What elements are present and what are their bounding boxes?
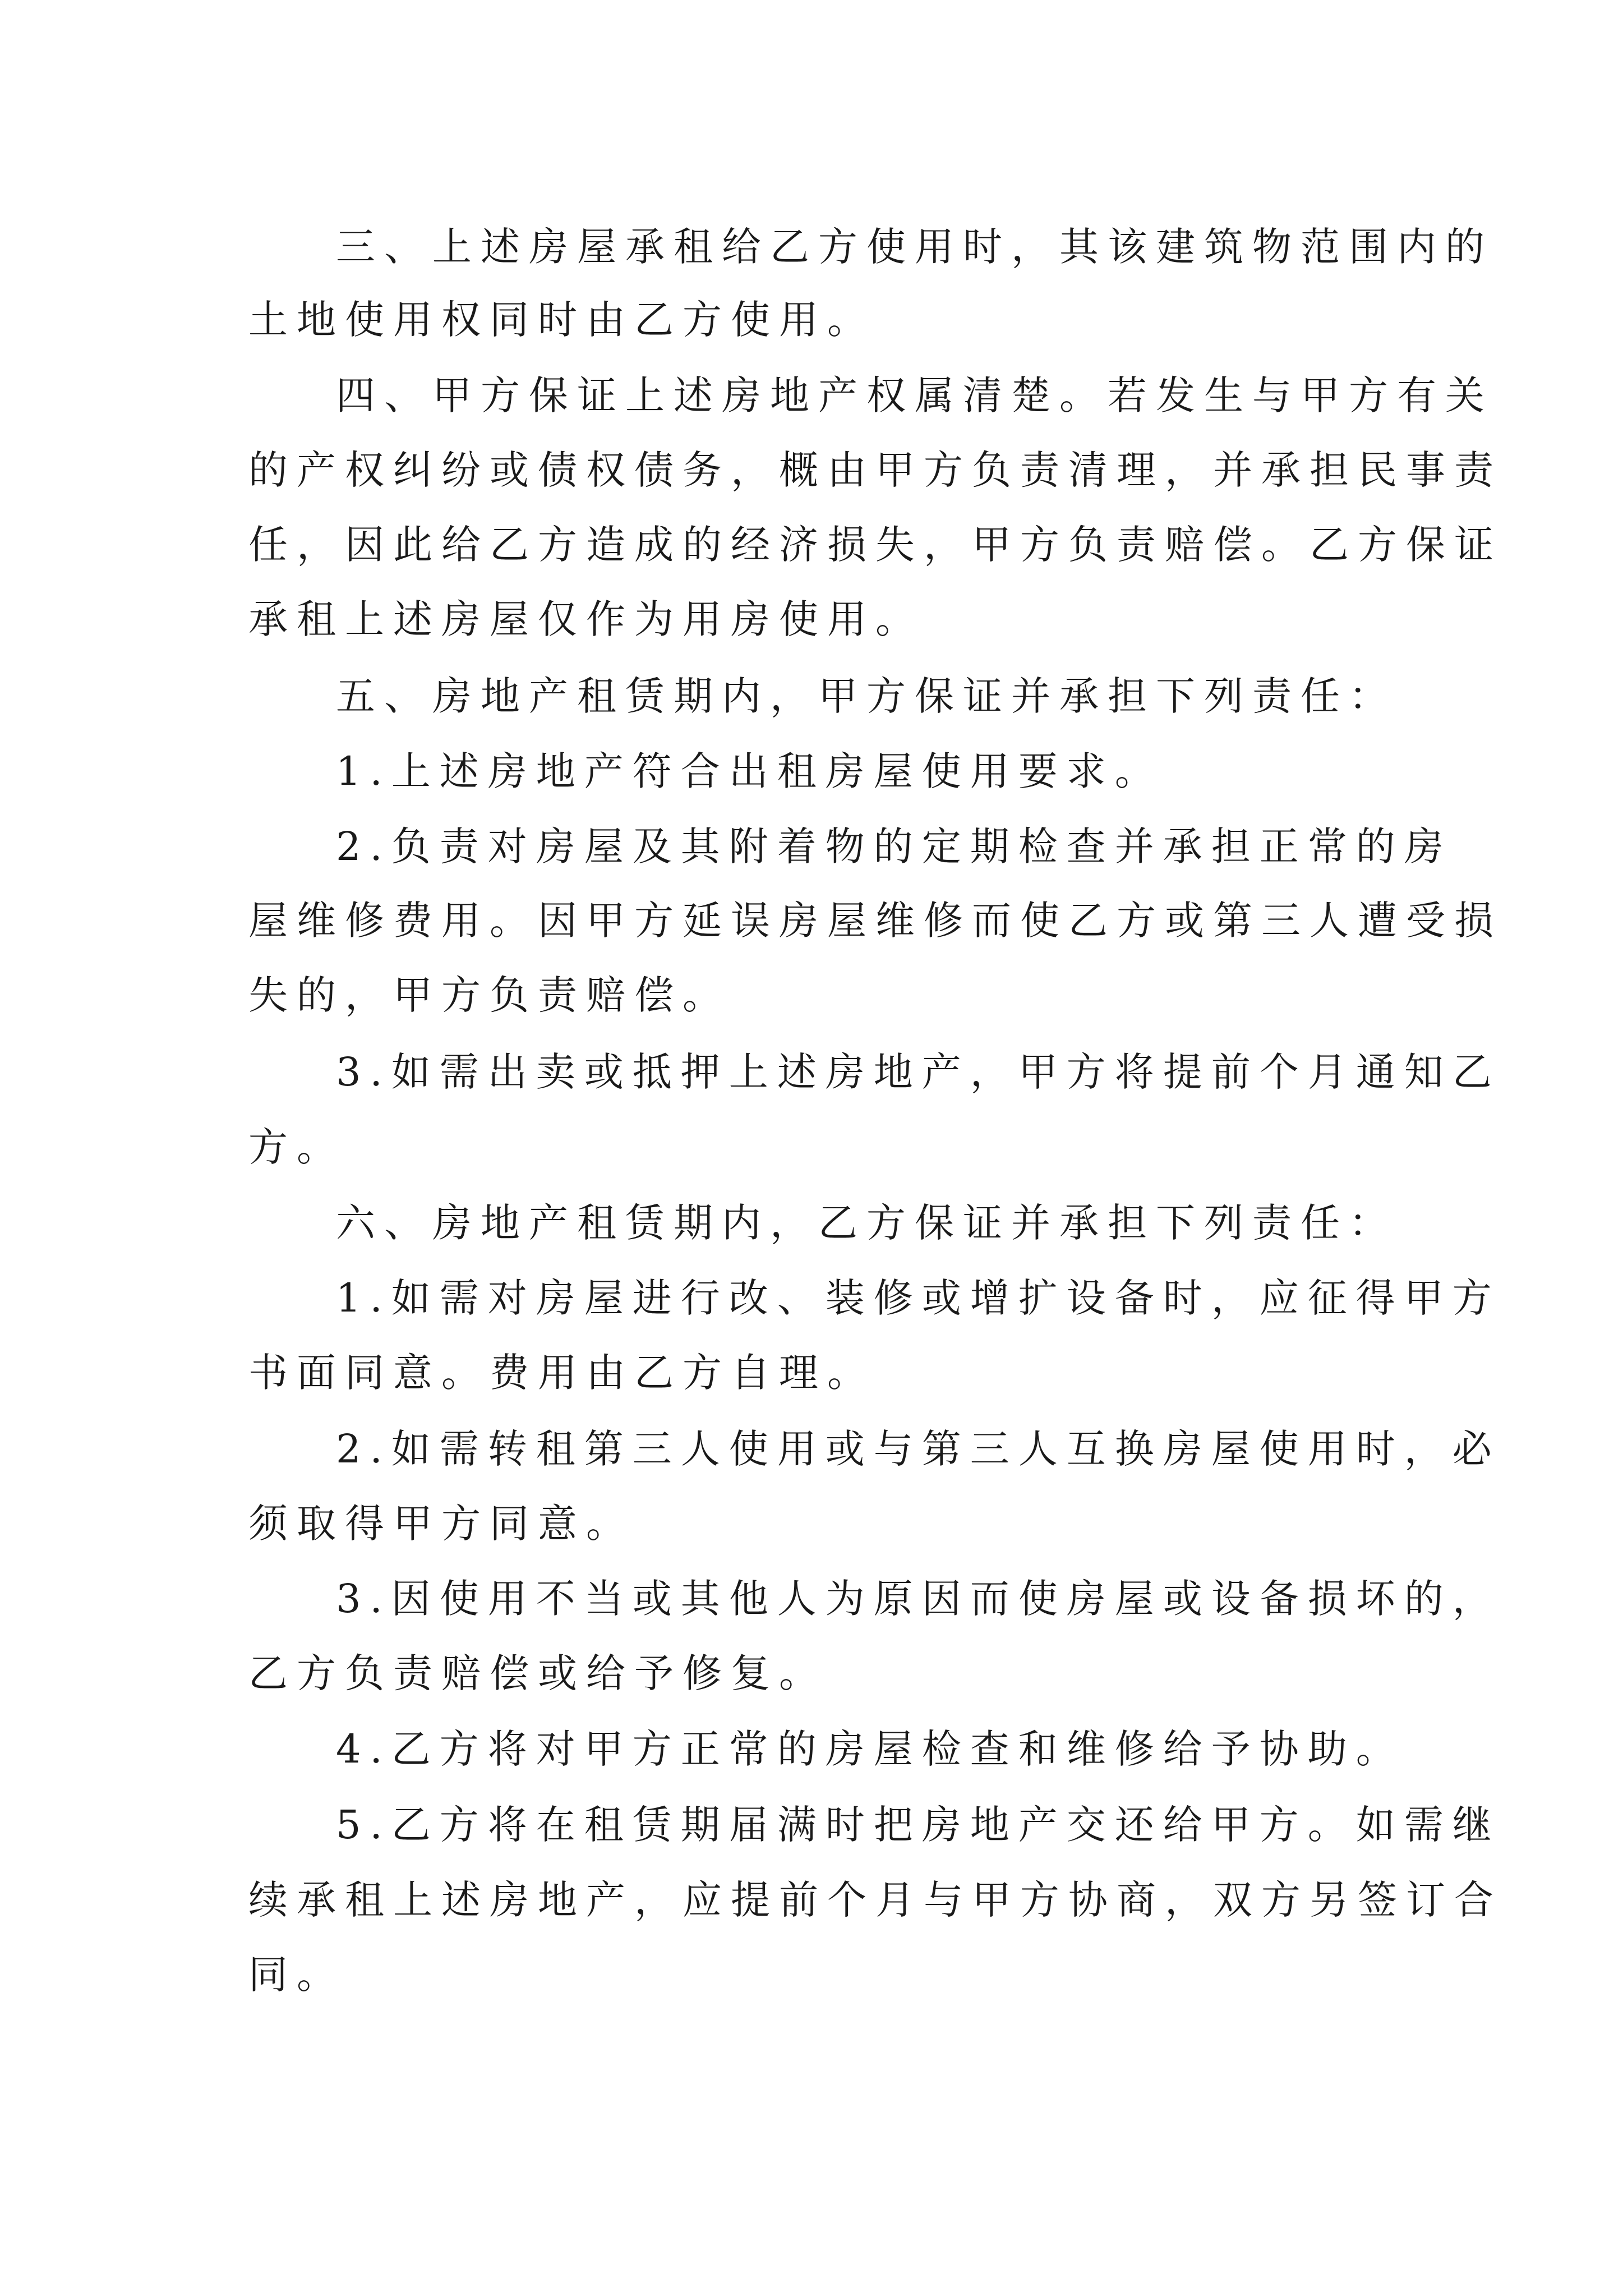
paragraph-line: 2.如需转租第三人使用或与第三人互换房屋使用时，必 (336, 1426, 1501, 1472)
paragraph-line: 同。 (248, 1952, 345, 1998)
paragraph-line: 失的，甲方负责赔偿。 (248, 972, 731, 1018)
paragraph-line: 2.负责对房屋及其附着物的定期检查并承担正常的房 (336, 823, 1453, 869)
paragraph-line: 承租上述房屋仅作为用房使用。 (248, 596, 924, 642)
paragraph-line: 土地使用权同时由乙方使用。 (248, 297, 875, 343)
paragraph-line: 1.如需对房屋进行改、装修或增扩设备时，应征得甲方 (336, 1275, 1501, 1321)
paragraph-line: 3.因使用不当或其他人为原因而使房屋或设备损坏的， (336, 1576, 1501, 1622)
paragraph-line: 方。 (248, 1124, 345, 1170)
paragraph-line: 5.乙方将在租赁期届满时把房地产交还给甲方。如需继 (336, 1802, 1501, 1848)
paragraph-line: 1.上述房地产符合出租房屋使用要求。 (336, 748, 1163, 794)
paragraph-line: 屋维修费用。因甲方延误房屋维修而使乙方或第三人遭受损 (248, 898, 1502, 944)
paragraph-line: 三、上述房屋承租给乙方使用时，其该建筑物范围内的 (336, 224, 1493, 270)
paragraph-line: 的产权纠纷或债权债务，概由甲方负责清理，并承担民事责 (248, 447, 1502, 493)
paragraph-line: 五、房地产租赁期内，甲方保证并承担下列责任： (336, 673, 1397, 719)
paragraph-line: 四、甲方保证上述房地产权属清楚。若发生与甲方有关 (336, 372, 1493, 418)
paragraph-line: 六、房地产租赁期内，乙方保证并承担下列责任： (336, 1200, 1397, 1246)
paragraph-line: 3.如需出卖或抵押上述房地产，甲方将提前个月通知乙 (336, 1049, 1501, 1095)
paragraph-line: 4.乙方将对甲方正常的房屋检查和维修给予协助。 (336, 1726, 1404, 1772)
paragraph-line: 任，因此给乙方造成的经济损失，甲方负责赔偿。乙方保证 (248, 522, 1502, 568)
paragraph-line: 续承租上述房地产，应提前个月与甲方协商，双方另签订合 (248, 1877, 1502, 1923)
paragraph-line: 书面同意。费用由乙方自理。 (248, 1350, 875, 1396)
paragraph-line: 须取得甲方同意。 (248, 1501, 634, 1547)
paragraph-line: 乙方负责赔偿或给予修复。 (248, 1650, 827, 1696)
